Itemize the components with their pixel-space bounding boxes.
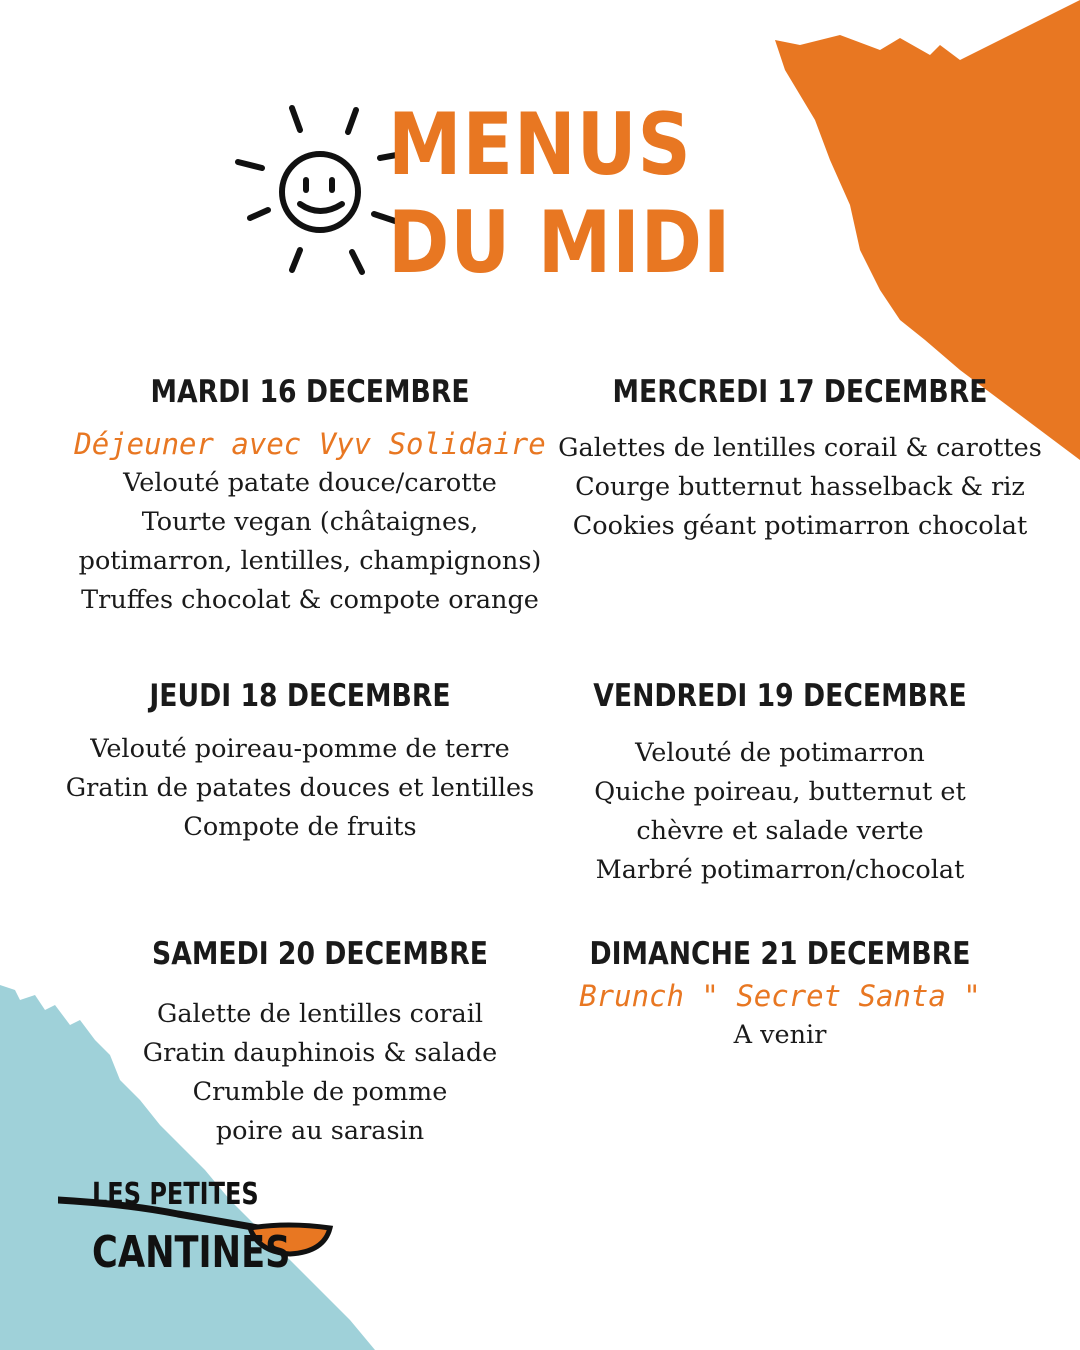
menu-item: Truffes chocolat & compote orange [81, 585, 539, 615]
title-line-1: MENUS [388, 95, 692, 195]
menu-item: Gratin de patates douces et lentilles [65, 773, 535, 803]
menu-item: Velouté poireau-pomme de terre [90, 734, 510, 764]
day-heading: VENDREDI 19 DECEMBRE [593, 678, 967, 714]
menu-item: Compote de fruits [183, 812, 417, 842]
day-tuesday [20, 372, 600, 620]
day-friday [540, 676, 1020, 890]
smiling-sun-icon [228, 100, 408, 280]
title-line-2: DU MIDI [388, 193, 732, 293]
day-heading: DIMANCHE 21 DECEMBRE [589, 936, 971, 972]
day-thursday [20, 676, 580, 847]
day-heading: JEUDI 18 DECEMBRE [149, 678, 451, 714]
menu-item: Crumble de pomme [192, 1077, 448, 1107]
day-heading: SAMEDI 20 DECEMBRE [151, 936, 488, 972]
les-petites-cantines-logo [58, 1178, 338, 1290]
menu-item: Galette de lentilles corail [156, 999, 484, 1029]
day-saturday [40, 934, 600, 1151]
menu-item: Velouté patate douce/carotte [123, 468, 497, 498]
menu-item: Quiche poireau, butternut et [594, 777, 966, 807]
day-sunday [540, 934, 1020, 1055]
menu-item: Gratin dauphinois & salade [142, 1038, 498, 1068]
menu-item: Galettes de lentilles corail & carottes [558, 433, 1042, 463]
menu-item: chèvre et salade verte [636, 816, 924, 846]
logo-line-2: CANTINES [92, 1227, 291, 1278]
day-heading: MARDI 16 DECEMBRE [150, 374, 470, 410]
logo-line-1: LES PETITES [92, 1177, 259, 1212]
day-subtitle: Brunch " Secret Santa " [579, 979, 981, 1013]
menu-item: Marbré potimarron/chocolat [595, 855, 965, 885]
menu-item: A venir [733, 1020, 827, 1050]
day-heading: MERCREDI 17 DECEMBRE [612, 374, 988, 410]
menu-item: potimarron, lentilles, champignons) [78, 546, 542, 576]
menu-item: Courge butternut hasselback & riz [575, 472, 1025, 502]
day-wednesday [540, 372, 1060, 546]
menu-item: Velouté de potimarron [635, 738, 925, 768]
menu-item: Tourte vegan (châtaignes, [141, 507, 479, 537]
day-subtitle: Déjeuner avec Vyv Solidaire [74, 427, 546, 461]
page-title [388, 96, 731, 292]
menu-item: Cookies géant potimarron chocolat [572, 511, 1028, 541]
menu-item: poire au sarasin [215, 1116, 425, 1146]
